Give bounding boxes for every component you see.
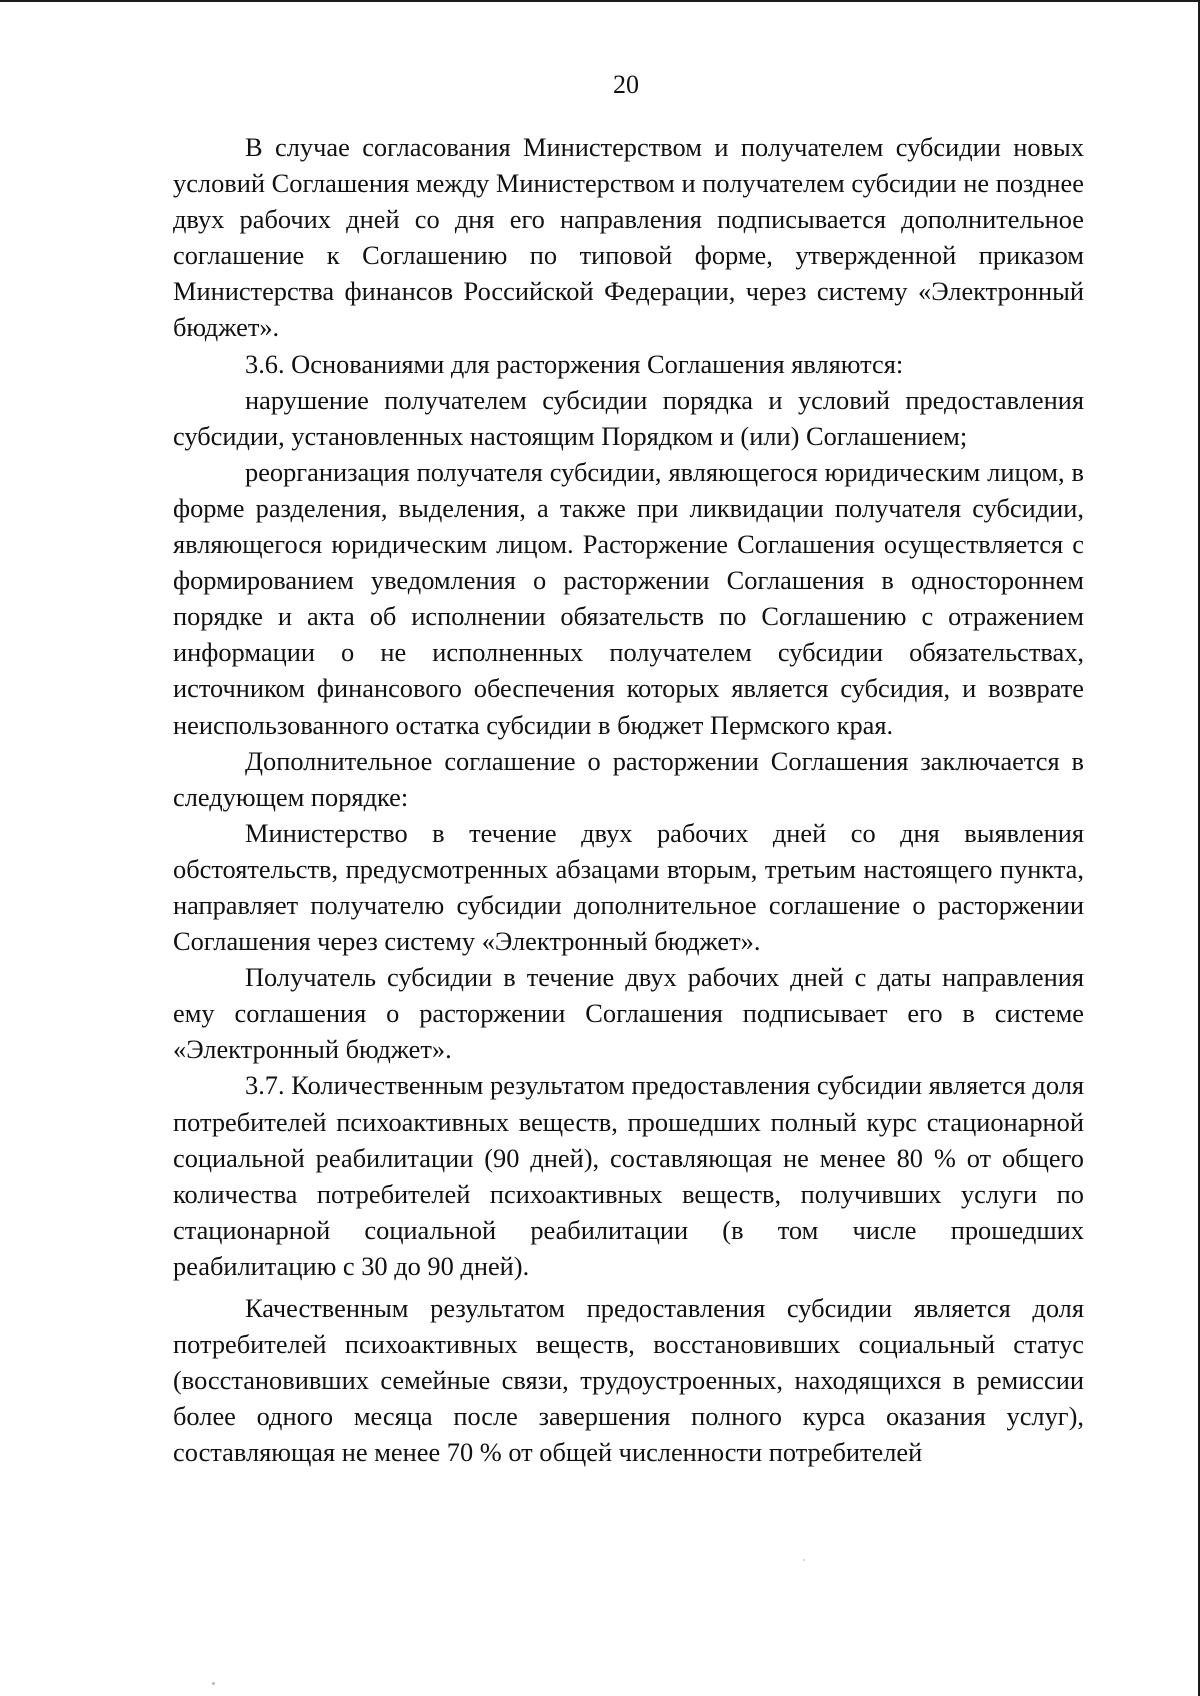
scan-speck (212, 1682, 215, 1685)
paragraph-ministry-procedure: Министерство в течение двух рабочих дней со дня выявления обстоятельств, предусмотренных абзацами вторым, третьим настоящего пункта, направляет получателю субсидии дополнительное соглашение о расторжении Соглашения через систему «Электронный бюджет». (173, 817, 1084, 957)
paragraph-section-3-7: 3.7. Количественным результатом предоставления субсидии является доля потребителей психоактивных веществ, прошедших полный курс стационарной социальной реабилитации (90 дней), составляющая не менее 80 % от общего количества потребителей психоактивных веществ, получивших услуги по стационарной социальной реабилитации (в том числе прошедших реабилитацию с 30 до 90 дней). (173, 1070, 1084, 1281)
paragraph-recipient-signing: Получатель субсидии в течение двух рабочих дней с даты направления ему соглашения о расторжении Соглашения подписывает его в системе «Электронный бюджет». (173, 962, 1084, 1065)
paragraph-qualitative-result: Качественным результатом предоставления субсидии является доля потребителей психоактивных веществ, восстановивших социальный статус (восстановивших семейные связи, трудоустроенных, находящихся в ремиссии более одного месяца после завершения полного курса оказания услуг), составляющая не менее 70 % от общей численности потребителей (173, 1293, 1084, 1468)
scan-speck (803, 1559, 805, 1561)
paragraph-reorganization: реорганизация получателя субсидии, являющегося юридическим лицом, в форме разделения, выделения, а также при ликвидации получателя субсидии, являющегося юридическим лицом. Расторжение Соглашения осуществляется с формированием уведомления о расторжении Соглашения в одностороннем порядке и акта об исполнении обязательств по Соглашению с отражением информации о не исполненных получателем субсидии обязательствах, источником финансового обеспечения которых является субсидия, и возврате неиспользованного остатка субсидии в бюджет Пермского края. (173, 456, 1084, 740)
page-number: 20 (613, 70, 639, 99)
paragraph-section-3-6: 3.6. Основаниями для расторжения Соглашения являются: (245, 348, 904, 379)
paragraph-violation: нарушение получателем субсидии порядка и условий предоставления субсидии, установленных настоящим Порядком и (или) Соглашением; (173, 384, 1084, 451)
paragraph-termination-agreement: Дополнительное соглашение о расторжении Соглашения заключается в следующем порядке: (173, 745, 1084, 812)
paragraph-agreement-change: В случае согласования Министерством и получателем субсидии новых условий Соглашения между Министерством и получателем субсидии не позднее двух рабочих дней со дня его направления подписывается дополнительное соглашение к Соглашению по типовой форме, утвержденной приказом Министерства финансов Российской Федерации, через систему «Электронный бюджет». (173, 132, 1084, 343)
document-body (173, 129, 1084, 1470)
